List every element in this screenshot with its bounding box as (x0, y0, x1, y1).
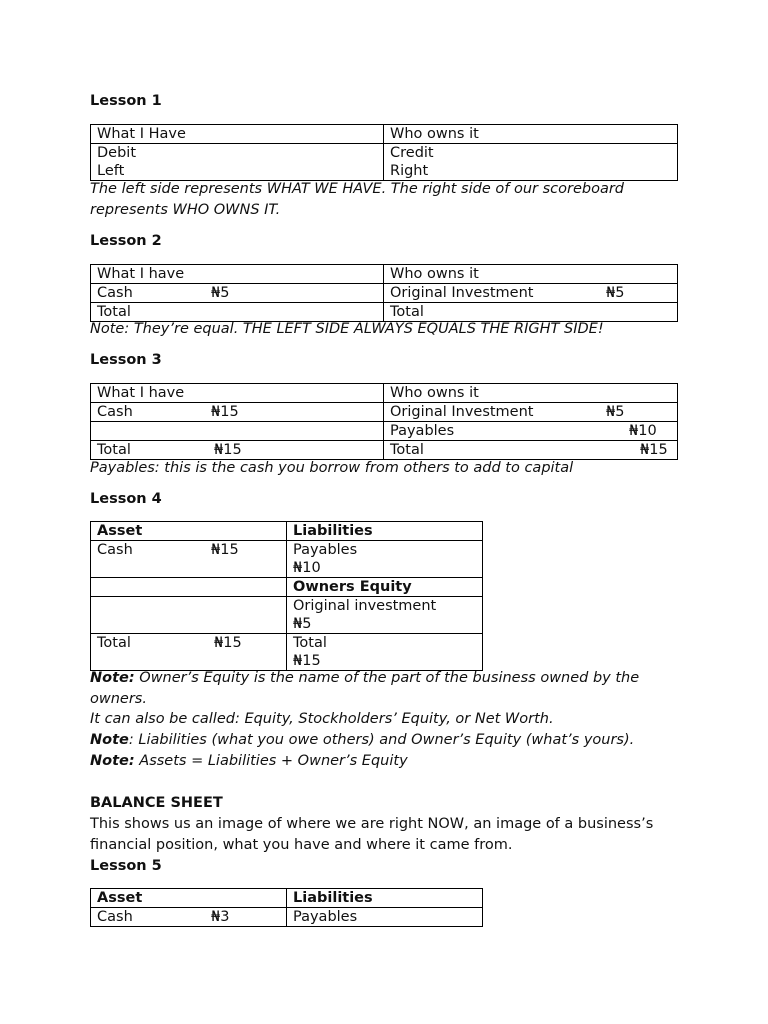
table-cell: Who owns it (384, 265, 678, 284)
lesson5-table (90, 888, 483, 927)
table-row (91, 634, 483, 671)
cell-label: Original Investment (390, 404, 534, 420)
balance-sheet-description (90, 814, 690, 855)
table-cell: What I Have (91, 125, 384, 144)
note-text: : Liabilities (what you owe others) and Owner’s Equity (what’s yours). (128, 732, 635, 749)
note-line: The left side represents WHAT WE HAVE. The right side of our scoreboard (90, 181, 625, 197)
cell-amount: ₦10 (629, 423, 657, 439)
cell-amount: ₦15 (214, 635, 242, 651)
table-cell (287, 541, 483, 578)
table-cell (91, 908, 287, 927)
table-cell (91, 578, 287, 597)
cell-amount: ₦15 (293, 653, 321, 669)
cell-amount: ₦15 (214, 442, 242, 458)
balance-sheet-heading: BALANCE SHEET (90, 795, 223, 811)
lesson5-heading: Lesson 5 (90, 858, 162, 874)
table-row (91, 597, 483, 634)
lesson4-table (90, 521, 483, 671)
lesson2-table (90, 264, 678, 322)
table-cell: Owners Equity (287, 578, 483, 597)
cell-amount: ₦15 (211, 404, 239, 420)
cell-label: Cash (97, 404, 133, 420)
table-cell: Liabilities (287, 522, 483, 541)
lesson3-heading: Lesson 3 (90, 352, 162, 368)
note-label: Note (90, 732, 129, 749)
table-cell: Asset (91, 889, 287, 908)
paragraph-line: financial position, what you have and where it came from. (90, 836, 513, 853)
table-cell: Who owns it (384, 384, 678, 403)
table-row (91, 522, 483, 541)
table-cell: What I have (91, 265, 384, 284)
cell-label: Total (97, 442, 131, 458)
table-cell: Asset (91, 522, 287, 541)
table-cell: Payables (287, 908, 483, 927)
table-cell (91, 422, 384, 441)
lesson3-table (90, 383, 678, 460)
table-cell (91, 541, 287, 578)
table-row (91, 144, 678, 181)
note-text: Owner’s Equity is the name of the part of the business owned by the (134, 670, 640, 686)
table-row (91, 403, 678, 422)
table-row (91, 908, 483, 927)
cell-text: Credit (390, 145, 434, 161)
lesson3-note: Payables: this is the cash you borrow from others to add to capital (90, 460, 574, 476)
cell-amount: ₦15 (211, 542, 239, 558)
table-row (91, 578, 483, 597)
lesson2-heading: Lesson 2 (90, 233, 162, 249)
table-row (91, 441, 678, 460)
cell-text: Debit (97, 145, 137, 161)
cell-label: Cash (97, 542, 133, 558)
cell-amount: ₦5 (606, 404, 625, 420)
table-row (91, 541, 483, 578)
table-cell (91, 441, 384, 460)
table-cell (91, 403, 384, 422)
cell-label: Cash (97, 909, 133, 925)
note-line (90, 730, 690, 751)
cell-text: Right (390, 163, 429, 179)
table-cell: Who owns it (384, 125, 678, 144)
table-cell (384, 144, 678, 181)
note-line: It can also be called: Equity, Stockholders’ Equity, or Net Worth. (90, 711, 554, 728)
lesson1-table (90, 124, 678, 181)
cell-label: Total (390, 442, 424, 458)
table-row (91, 265, 678, 284)
cell-amount: ₦10 (293, 560, 321, 576)
cell-amount: ₦5 (606, 285, 625, 301)
table-cell (384, 403, 678, 422)
table-cell (91, 144, 384, 181)
lesson4-heading: Lesson 4 (90, 491, 162, 507)
cell-label: Payables (390, 423, 455, 439)
lesson1-note (90, 179, 624, 220)
table-cell: What I have (91, 384, 384, 403)
table-cell (287, 597, 483, 634)
table-row (91, 889, 483, 908)
note-label: Note: (90, 670, 135, 686)
lesson4-notes (90, 668, 690, 772)
cell-label: Total (97, 635, 131, 651)
cell-label: Total (293, 635, 327, 651)
table-cell (91, 634, 287, 671)
cell-label: Payables (293, 542, 358, 558)
note-line: represents WHO OWNS IT. (90, 201, 281, 218)
table-cell: Total (91, 303, 384, 322)
cell-label: Original investment (293, 598, 437, 614)
cell-label: Cash (97, 285, 133, 301)
table-cell (91, 284, 384, 303)
lesson1-heading: Lesson 1 (90, 93, 162, 109)
cell-amount: ₦5 (211, 285, 230, 301)
table-row (91, 125, 678, 144)
lesson2-note: Note: They’re equal. THE LEFT SIDE ALWAYS EQUALS THE RIGHT SIDE! (90, 321, 604, 337)
cell-amount: ₦3 (211, 909, 230, 925)
note-line (90, 751, 690, 772)
note-label: Note: (90, 752, 135, 769)
table-cell (91, 597, 287, 634)
cell-amount: ₦15 (640, 442, 668, 458)
table-cell (384, 284, 678, 303)
table-cell: Liabilities (287, 889, 483, 908)
table-cell (384, 441, 678, 460)
paragraph-line: This shows us an image of where we are right NOW, an image of a business’s (90, 816, 654, 832)
note-line: owners. (90, 690, 147, 707)
cell-text: Left (97, 163, 125, 179)
table-row (91, 384, 678, 403)
table-cell (287, 634, 483, 671)
table-row (91, 284, 678, 303)
table-cell: Total (384, 303, 678, 322)
cell-amount: ₦5 (293, 616, 312, 632)
note-text: Assets = Liabilities + Owner’s Equity (134, 752, 408, 769)
table-cell (384, 422, 678, 441)
table-row (91, 422, 678, 441)
note-line (90, 668, 690, 689)
cell-label: Original Investment (390, 285, 534, 301)
